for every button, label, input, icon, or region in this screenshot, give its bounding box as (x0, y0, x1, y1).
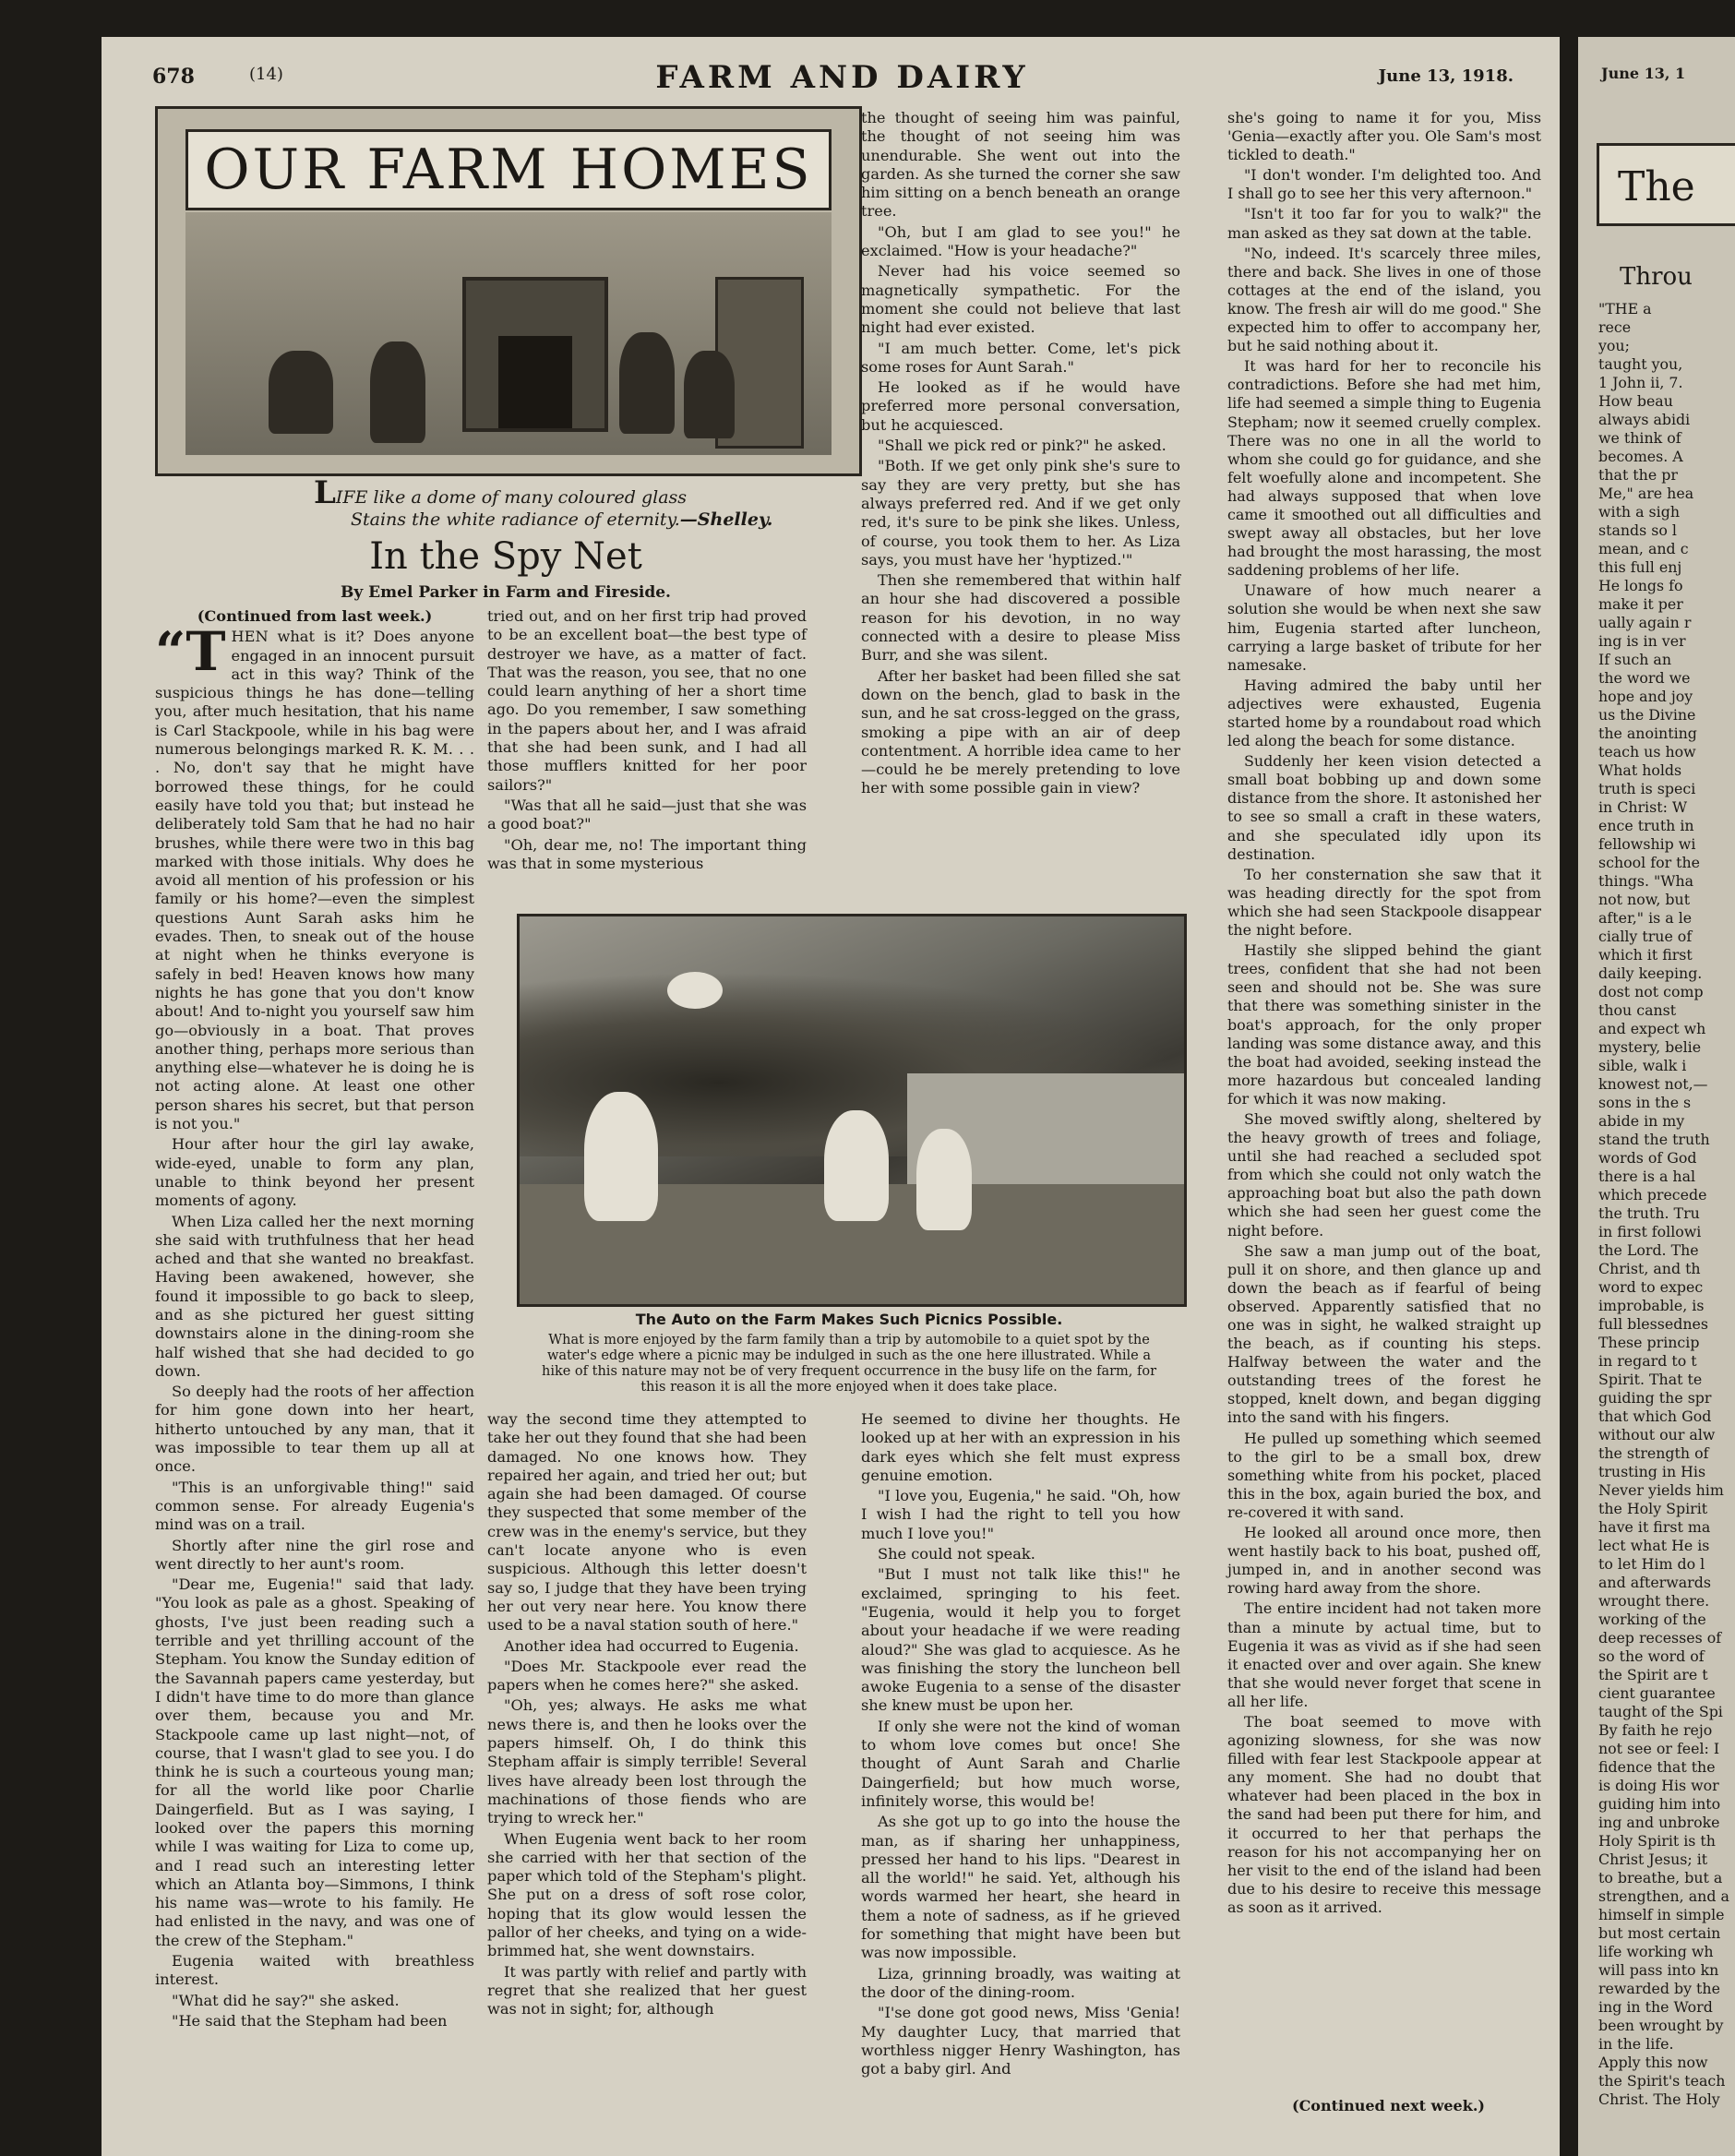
adjacent-text-line: trusting in His (1598, 1463, 1706, 1480)
adjacent-text-line: ing and unbroke (1598, 1814, 1720, 1831)
adjacent-text-line: Christ. The Holy (1598, 2090, 1720, 2108)
adjacent-subtitle: Throu (1620, 263, 1693, 291)
fireplace-icon (462, 277, 608, 432)
epigraph (314, 474, 773, 531)
column-3-bottom (861, 1410, 1180, 2080)
adjacent-text-line: ence truth in (1598, 817, 1694, 834)
paragraph: So deeply had the roots of her affection for him gone down into her heart, hitherto untouched by any man, that it was impossible to tear them up all at once. (155, 1383, 474, 1476)
adjacent-page-date: June 13, 1 (1601, 65, 1686, 82)
paragraph: "I love you, Eugenia," he said. "Oh, how I wish I had the right to tell you how much I love you!" (861, 1487, 1180, 1542)
paragraph: When Liza called her the next morning she said with truthfulness that her head ached and that she wanted no breakfast. Having been awakened, however, she found it impossible to go back to sleep, and as she pictured her guest sitting downstairs alone in the dining-room she half wished that she had decided to go down. (155, 1212, 474, 1380)
adjacent-text-line: abide in my (1598, 1112, 1685, 1130)
figure-icon (370, 341, 425, 443)
adjacent-text-line: will pass into kn (1598, 1961, 1719, 1979)
adjacent-text-line: These princip (1598, 1334, 1700, 1351)
adjacent-text-line: that the pr (1598, 466, 1678, 484)
paragraph: Then she remembered that within half an hour she had discovered a possible reason for his devotion, in no way connected with a desire to please Miss Burr, and she was silent. (861, 571, 1180, 665)
adjacent-text-line: which precede (1598, 1186, 1707, 1204)
adjacent-text-line: taught of the Spi (1598, 1703, 1723, 1720)
adjacent-text-line: sons in the s (1598, 1094, 1692, 1111)
paragraph: "I don't wonder. I'm delighted too. And I shall go to see her this very afternoon." (1227, 166, 1541, 203)
paragraph: It was partly with relief and partly with regret that she realized that her guest was not in sight; for, although (487, 1962, 807, 2018)
paragraph: Never had his voice seemed so magnetically sympathetic. For the moment she could not believe that last night had ever existed. (861, 262, 1180, 337)
adjacent-text-line: dost not comp (1598, 983, 1704, 1000)
adjacent-text-line: you; (1598, 337, 1630, 354)
adjacent-text-line: so the word of (1598, 1647, 1705, 1665)
continued-next: (Continued next week.) (1292, 2097, 1485, 2114)
adjacent-text-line: ually again r (1598, 614, 1692, 631)
paragraph: "Oh, but I am glad to see you!" he exclaimed. "How is your headache?" (861, 222, 1180, 260)
adjacent-column-text (1598, 300, 1735, 2109)
adjacent-text-line: himself in simple (1598, 1906, 1725, 1923)
adjacent-text-line: make it per (1598, 595, 1683, 613)
column-3-top (861, 109, 1180, 800)
adjacent-text-line: is doing His wor (1598, 1777, 1719, 1794)
adjacent-text-line: teach us how (1598, 743, 1696, 761)
adjacent-text-line: to let Him do l (1598, 1555, 1705, 1573)
adjacent-text-line: which it first (1598, 946, 1693, 964)
adjacent-text-line: becomes. A (1598, 448, 1683, 465)
photo-caption-title: The Auto on the Farm Makes Such Picnics Possible. (635, 1311, 1063, 1328)
paragraph: He seemed to divine her thoughts. He looked up at her with an expression in his dark eyes which she felt must express genuine emotion. (861, 1410, 1180, 1484)
adjacent-section-title: The (1597, 143, 1735, 226)
adjacent-text-line: Christ, and th (1598, 1260, 1701, 1277)
adjacent-text-line: ing in the Word (1598, 1998, 1713, 2016)
adjacent-text-line: wrought there. (1598, 1592, 1710, 1610)
adjacent-text-line: that which God (1598, 1407, 1712, 1425)
adjacent-text-line: By faith he rejo (1598, 1721, 1713, 1739)
adjacent-text-line: school for the (1598, 854, 1701, 871)
adjacent-text-line: Christ Jesus; it (1598, 1851, 1708, 1868)
adjacent-text-line: fidence that the (1598, 1758, 1716, 1776)
adjacent-text-line: stands so l (1598, 521, 1677, 539)
adjacent-text-line: we think of (1598, 429, 1681, 447)
paragraph: He pulled up something which seemed to the girl to be a small box, drew something white from his pocket, placed this in the box, again buried the box, and re-covered it with sand. (1227, 1429, 1541, 1521)
paragraph: the thought of seeing him was painful, the thought of not seeing him was unendurable. She went out into the garden. As she turned the corner she saw him sitting on a bench beneath an orange tree. (861, 109, 1180, 221)
adjacent-text-line: improbable, is (1598, 1297, 1705, 1314)
paragraph: "No, indeed. It's scarcely three miles, there and back. She lives in one of those cottages at the end of the island, you know. The fresh air will do me good." She expected him to offer to accompany her, but he said nothing about it. (1227, 244, 1541, 355)
masthead: FARM AND DAIRY (655, 59, 1029, 96)
epigraph-line-2: Stains the white radiance of eternity. (351, 509, 680, 530)
adjacent-text-line: knowest not,— (1598, 1075, 1708, 1093)
fireside-illustration (185, 212, 832, 455)
paragraph: "Dear me, Eugenia!" said that lady. "You look as pale as a ghost. Speaking of ghosts, I've just been reading such a terrible and yet thrilling account of the Stepham. You know the Sunday edition of the Savannah papers came yesterday, but I didn't have time to do more than glance over them, because you and Mr. Stackpoole came up last night—not, of course, that I wasn't glad to see you. I do think he is such a courteous young man; for all the world like poor Charlie Daingerfield. But as I was saying, I looked over the papers this morning while I was waiting for Liza to come up, and I read such an interesting letter which an Atlanta boy—Simmons, I think his name was—wrote to his family. He had enlisted in the navy, and was one of the crew of the Stepham." (155, 1575, 474, 1949)
adjacent-text-line: "THE a (1598, 300, 1652, 317)
adjacent-text-line: after," is a le (1598, 909, 1693, 927)
adjacent-text-line: How beau (1598, 392, 1673, 410)
adjacent-text-line: sible, walk i (1598, 1057, 1687, 1074)
paragraph: The boat seemed to move with agonizing slowness, for she was now filled with fear lest Stackpoole appear at any moment. She had no doubt that whatever had been placed in the box in the sand had been put there for him, and it occurred to her that perhaps the reason for his not accompanying her on her visit to the end of the island had been due to his desire to receive this message as soon as it arrived. (1227, 1712, 1541, 1916)
section-title: OUR FARM HOMES (185, 129, 832, 210)
adjacent-text-line: Holy Spirit is th (1598, 1832, 1716, 1850)
paragraph: Hastily she slipped behind the giant trees, confident that she had not been seen and should not be. She was sure that there was something sinister in the boat's approach, for the only proper landing was some distance away, and this the boat had avoided, seeking instead the more hazardous but concealed landing for which it was now making. (1227, 941, 1541, 1108)
paragraph: As she got up to go into the house the man, as if sharing her unhappiness, pressed her hand to his lips. "Dearest in all the world!" he said. Yet, although his words warmed her heart, she heard in them a note of sadness, as if he grieved for something that might have been but was now impossible. (861, 1813, 1180, 1962)
paragraph: Hour after hour the girl lay awake, wide-eyed, unable to form any plan, unable to think beyond her present moments of agony. (155, 1135, 474, 1210)
newspaper-page (102, 37, 1560, 2156)
adjacent-text-line: words of God (1598, 1149, 1697, 1167)
adjacent-text-line: daily keeping. (1598, 964, 1703, 982)
adjacent-text-line: the Holy Spirit (1598, 1500, 1708, 1517)
adjacent-text-line: guiding him into (1598, 1795, 1721, 1813)
paragraph: It was hard for her to reconcile his contradictions. Before she had met him, life had seemed a simple thing to Eugenia Stepham; now it seemed cruelly complex. There was no one in all the world to whom she could go for guidance, and she felt woefully alone and incompetent. She had always supposed that when love came it smoothed out all difficulties and swept away all obstacles, but her love had brought the most harassing, the most saddening problems of her life. (1227, 357, 1541, 580)
paragraph: "I am much better. Come, let's pick some roses for Aunt Sarah." (861, 339, 1180, 376)
adjacent-text-line: word to expec (1598, 1278, 1704, 1296)
paragraph: He looked all around once more, then went hastily back to his boat, pushed off, jumped in, and in another second was rowing hard away from the shore. (1227, 1524, 1541, 1598)
figure-icon (269, 351, 333, 434)
adjacent-text-line: the Lord. The (1598, 1241, 1699, 1259)
adjacent-text-line: Spirit. That te (1598, 1371, 1703, 1388)
adjacent-text-line: the anointing (1598, 725, 1697, 742)
adjacent-text-line: working of the (1598, 1611, 1706, 1628)
adjacent-text-line: taught you, (1598, 355, 1683, 373)
article-title: In the Spy Net (369, 535, 642, 578)
adjacent-text-line: He longs fo (1598, 577, 1683, 594)
picnic-photo (517, 914, 1187, 1307)
adjacent-text-line: truth is speci (1598, 780, 1696, 797)
adjacent-text-line: 1 John ii, 7. (1598, 374, 1683, 391)
adjacent-text-line: but most certain (1598, 1924, 1721, 1942)
paragraph: Suddenly her keen vision detected a small boat bobbing up and down some distance from the shore. It astonished her to see so small a craft in these waters, and she speculated idly upon its destination. (1227, 752, 1541, 863)
paragraph: Liza, grinning broadly, was waiting at the door of the dining-room. (861, 1964, 1180, 2001)
paragraph: "What did he say?" she asked. (172, 1991, 400, 2009)
adjacent-text-line: things. "Wha (1598, 872, 1694, 890)
adjacent-text-line: cient guarantee (1598, 1684, 1716, 1702)
adjacent-text-line: this full enj (1598, 558, 1682, 576)
adjacent-text-line: the word we (1598, 669, 1691, 687)
paragraph: Another idea had occurred to Eugenia. (504, 1636, 799, 1655)
page-header (152, 57, 1532, 94)
adjacent-text-line: Apply this now (1598, 2054, 1708, 2071)
paragraph: He looked as if he would have preferred more personal conversation, but he acquiesced. (861, 378, 1180, 434)
figure-icon (684, 351, 735, 438)
adjacent-text-line: deep recesses of (1598, 1629, 1722, 1647)
adjacent-text-line: cially true of (1598, 928, 1693, 945)
paragraph: She saw a man jump out of the boat, pull it on shore, and then glance up and down the beach as if fearful of being observed. Apparently satisfied that no one was in sight, he walked straight up the beach, as if counting his steps. Halfway between the water and the outstanding trees of the forest he stopped, knelt down, and began digging into the sand with his fingers. (1227, 1241, 1541, 1427)
adjacent-text-line: fellowship wi (1598, 835, 1696, 853)
adjacent-text-line: us the Divine (1598, 706, 1696, 724)
adjacent-text-line: lect what He is (1598, 1537, 1710, 1554)
adjacent-text-line: thou canst (1598, 1001, 1677, 1019)
paragraph: "Was that all he said—just that she was a good boat?" (487, 796, 807, 833)
continued-from: (Continued from last week.) (197, 607, 433, 625)
adjacent-text-line: there is a hal (1598, 1168, 1696, 1185)
paragraph: "Shall we pick red or pink?" he asked. (878, 437, 1167, 455)
paragraph: Having admired the baby until her adjectives were exhausted, Eugenia started home by a roundabout road which led along the beach for some distance. (1227, 676, 1541, 750)
adjacent-text-line: rece (1598, 318, 1632, 336)
photo-caption-body: What is more enjoyed by the farm family than a trip by automobile to a quiet spot by the water's edge where a picnic may be indulged in such as the one here illustrated. While a hike of this nature may not be of very frequent occurrence in the busy life on the farm, for this reason it is all the more enjoyed when it does take place. (541, 1333, 1157, 1395)
adjacent-text-line: have it first ma (1598, 1518, 1711, 1536)
adjacent-text-line: If such an (1598, 651, 1672, 668)
epigraph-dropcap: L (314, 474, 336, 511)
adjacent-text-line: not now, but (1598, 891, 1691, 908)
adjacent-page (1578, 37, 1735, 2156)
adjacent-text-line: in regard to t (1598, 1352, 1697, 1370)
adjacent-text-line: strengthen, and a (1598, 1887, 1729, 1905)
adjacent-text-line: without our alw (1598, 1426, 1716, 1443)
adjacent-text-line: the truth. Tru (1598, 1204, 1700, 1222)
adjacent-text-line: not see or feel: I (1598, 1740, 1720, 1757)
adjacent-text-line: to breathe, but a (1598, 1869, 1723, 1886)
adjacent-text-line: full blessednes (1598, 1315, 1708, 1333)
paragraph: Eugenia waited with breathless interest. (155, 1952, 474, 1989)
column-2-top (487, 607, 807, 875)
adjacent-text-line: always abidi (1598, 411, 1691, 428)
paragraph: "This is an unforgivable thing!" said common sense. For already Eugenia's mind was on a trail. (155, 1478, 474, 1534)
adjacent-text-line: Me," are hea (1598, 485, 1694, 502)
paragraph: "Oh, yes; always. He asks me what news there is, and then he looks over the papers himself. Oh, I do think this Stepham affair is simply terrible! Several lives have already been lost through the machinations of those fiends who are trying to wreck her." (487, 1696, 807, 1827)
adjacent-text-line: What holds (1598, 761, 1682, 779)
adjacent-text-line: mean, and c (1598, 540, 1689, 557)
column-2-bottom (487, 1410, 807, 2021)
paragraph: Shortly after nine the girl rose and went directly to her aunt's room. (155, 1536, 474, 1573)
adjacent-text-line: been wrought by (1598, 2017, 1724, 2034)
adjacent-text-line: hope and joy (1598, 688, 1693, 705)
paragraph: way the second time they attempted to take her out they found that she had been damaged. No one knows how. They repaired her again, and tried her out; but again she had been damaged. Of course they suspected that some member of the crew was in the enemy's service, but they can't locate anyone who is even suspicious. Although this letter doesn't say so, I judge that they have been trying her out very near here. You know there used to be a naval station south of here." (487, 1410, 807, 1635)
paragraph: After her basket had been filled she sat down on the bench, glad to bask in the sun, and he sat cross-legged on the grass, smoking a pipe with an air of deep contentment. A horrible idea came to her—could he be merely pretending to love her with some possible gain in view? (861, 666, 1180, 797)
section-banner (155, 106, 862, 476)
adjacent-text-line: in the life. (1598, 2035, 1674, 2053)
column-4 (1227, 109, 1541, 1919)
page-number: 678 (152, 65, 195, 89)
paragraph: She moved swiftly along, sheltered by the heavy growth of trees and foliage, until she had reached a secluded spot from which she could not only watch the approaching boat but also the path down which she had seen her guest come the night before. (1227, 1109, 1541, 1240)
paragraph: If only she were not the kind of woman to whom love comes but once! She thought of Aunt Sarah and Charlie Daingerfield; but how much worse, infinitely worse, this would be! (861, 1717, 1180, 1810)
paren-page-number: (14) (249, 65, 283, 84)
adjacent-text-line: the Spirit's teach (1598, 2072, 1726, 2090)
adjacent-text-line: and expect wh (1598, 1020, 1706, 1037)
paragraph: "Oh, dear me, no! The important thing was that in some mysterious (487, 835, 807, 872)
adjacent-text-line: and afterwards (1598, 1574, 1711, 1591)
adjacent-text-line: stand the truth (1598, 1131, 1710, 1148)
adjacent-text-line: the strength of (1598, 1444, 1709, 1462)
adjacent-text-line: Never yields him (1598, 1481, 1724, 1499)
adjacent-text-line: rewarded by the (1598, 1980, 1720, 1997)
column-1 (155, 607, 474, 2032)
paragraph: Unaware of how much nearer a solution she would be when next she saw him, Eugenia started after luncheon, carrying a large basket of tribute for her namesake. (1227, 581, 1541, 674)
paragraph: she's going to name it for you, Miss 'Genia—exactly after you. Ole Sam's most tickled to death." (1227, 109, 1541, 164)
issue-date: June 13, 1918. (1378, 66, 1514, 86)
adjacent-text-line: guiding the spr (1598, 1389, 1712, 1407)
adjacent-text-line: in Christ: W (1598, 798, 1688, 816)
adjacent-text-line: in first followi (1598, 1223, 1702, 1240)
epigraph-line-1: IFE like a dome of many coloured glass (335, 487, 688, 508)
paragraph: "Does Mr. Stackpoole ever read the papers when he comes here?" she asked. (487, 1657, 807, 1695)
paragraph: "Isn't it too far for you to walk?" the man asked as they sat down at the table. (1227, 205, 1541, 242)
figure-icon (619, 332, 675, 434)
adjacent-text-line: with a sigh (1598, 503, 1681, 521)
article-byline: By Emel Parker in Farm and Fireside. (341, 583, 671, 602)
paragraph: She could not speak. (878, 1545, 1035, 1563)
epigraph-author: —Shelley. (679, 509, 773, 530)
paragraph: "Both. If we get only pink she's sure to say they are very pretty, but she has always preferred red. And if we get only red, it's sure to be pink she likes. Unless, of course, you took them to her. As Liza says, you must have her 'hyptized.'" (861, 457, 1180, 569)
paragraph: "I'se done got good news, Miss 'Genia! My daughter Lucy, that married that worthless nigger Henry Washington, has got a baby girl. And (861, 2004, 1180, 2078)
paragraph: The entire incident had not taken more than a minute by actual time, but to Eugenia it was as vivid as if she had seen it enacted over and over again. She knew that she would never forget that scene in all her life. (1227, 1599, 1541, 1710)
paragraph: When Eugenia went back to her room she carried with her that section of the paper which told of the Stepham's plight. She put on a dress of soft rose color, hoping that its glow would lessen the pallor of her cheeks, and tying on a wide-brimmed hat, she went downstairs. (487, 1829, 807, 1960)
adjacent-text-line: the Spirit are t (1598, 1666, 1708, 1683)
adjacent-text-line: life working wh (1598, 1943, 1714, 1960)
paragraph: tried out, and on her first trip had proved to be an excellent boat—the best type of destroyer we have, as a matter of fact. That was the reason, you see, that no one could learn anything of her a short time ago. Do you remember, I saw something in the papers about her, and I was afraid that she had been sunk, and I had all those mufflers knitted for her poor sailors?" (487, 607, 807, 794)
paragraph: “THEN what is it? Does anyone engaged in an innocent pursuit act in this way? Think of the suspicious things he has done—telling you, after much hesitation, that his name is Carl Stackpoole, while in his bag were numerous belongings marked R. K. M. . . . No, don't say that he might have borrowed these things, for he could easily have told you that; but instead he deliberately told Sam that he had no hair brushes, while there were two in this bag marked with those initials. Why does he avoid all mention of his profession or his family or his home?—even the simplest questions Aunt Sarah asks him he evades. Then, to sneak out of the house at night when he thinks everyone is safely in bed! Heaven knows how many nights he has gone that you don't know about! And to-night you yourself saw him go—obviously in a boat. That proves another thing, perhaps more serious than anything else—whatever he is doing he is not acting alone. At least one other person shares his secret, but that person is not you." (155, 620, 474, 1133)
paragraph: "He said that the Stepham had been (172, 2011, 448, 2030)
paragraph: To her consternation she saw that it was heading directly for the spot from which she had seen Stackpoole disappear the night before. (1227, 865, 1541, 940)
paragraph: "But I must not talk like this!" he exclaimed, springing to his feet. "Eugenia, would it help you to forget about your headache if we were reading aloud?" She was glad to acquiesce. As he was finishing the story the luncheon bell awoke Eugenia to a sense of the disaster she knew must be upon her. (861, 1565, 1180, 1715)
adjacent-text-line: mystery, belie (1598, 1038, 1702, 1056)
adjacent-text-line: ing is in ver (1598, 632, 1686, 650)
